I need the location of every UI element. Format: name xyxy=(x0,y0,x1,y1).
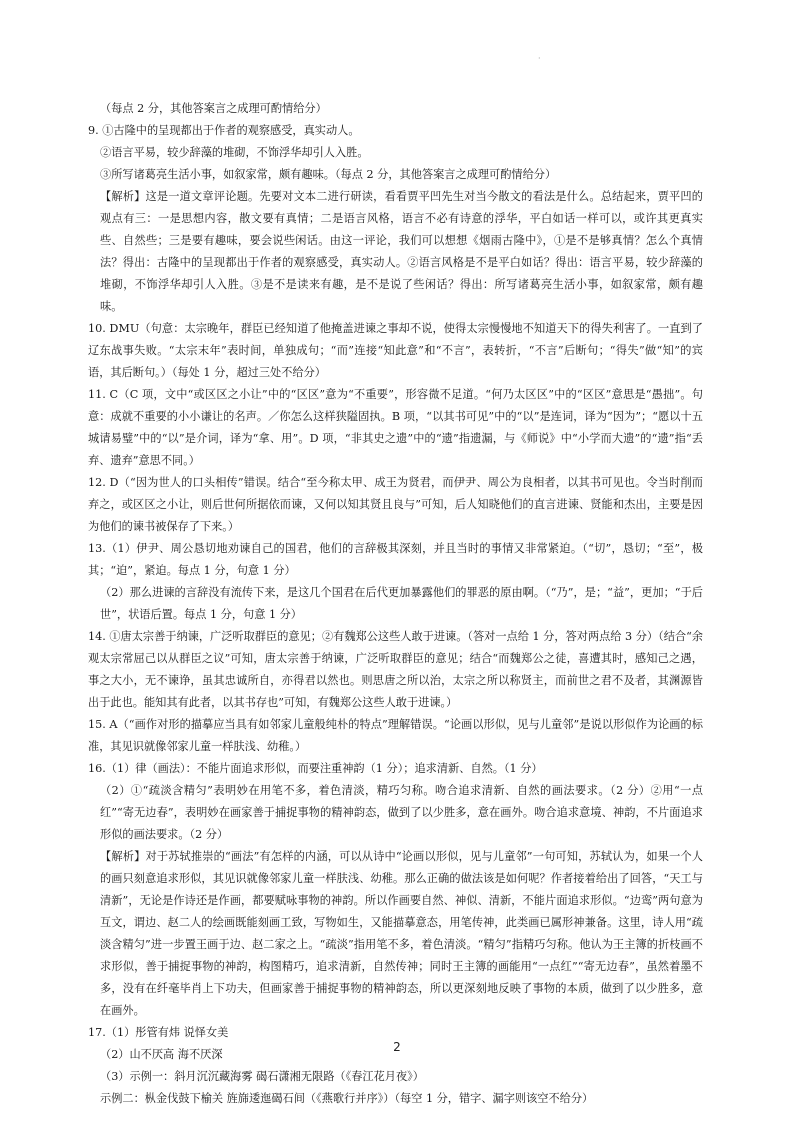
answer-paragraph: 【解析】对于苏轼推崇的“画法”有怎样的内涵，可以从诗中“论画以形似，见与儿童邻”一句可知，苏轼认为，如果一个人的画只刻意追求形似，其见识就像邻家儿童一样肤浅、幼稚。那么正确的做法该是如何呢？作者接着给出了回答，“天工与清新”，无论是作诗还是作画，都要赋咏事物的神韵。所以作画要自然、神似、清新，不能片面追求形似。“边鸾”两句意为互文，谓边、赵二人的绘画既能刻画工致，写物如生，又能描摹意态，用笔传神，此类画已属形神兼备。这里，诗人用“疏淡含精匀”进一步置王画于边、赵二家之上。“疏淡”指用笔不多，着色清淡。“精匀”指精巧匀称。他认为王主簿的折枝画不求形似，善于捕捉事物的神韵，构图精巧，追求清新，自然传神；同时王主簿的画能用“一点红”“寄无边春”，虽然着墨不多，没有在纤毫毕肖上下功夫，但画家善于捕捉事物的精神韵态，所以更深刻地反映了事物的本质，做到了以少胜多，意在画外。 xyxy=(100,850,703,1017)
answer-paragraph: 示例二：枞金伐鼓下榆关 旌旆逶迤碣石间（《燕歌行并序》）（每空 1 分，错字、漏字则该空不给分） xyxy=(100,1092,594,1105)
answer-key-body xyxy=(88,98,703,1110)
top-mark: · xyxy=(538,54,541,63)
answer-paragraph: 15. A（“画作对形的描摹应当具有如邻家儿童般纯朴的特点”理解错误。“论画以形似，见与儿童邻”是说以形似作为论画的标准，其见识就像邻家儿童一样肤浅、幼稚。） xyxy=(88,718,703,753)
answer-paragraph: 9. ①古隆中的呈现都出于作者的观察感受，真实动人。 xyxy=(88,124,360,137)
answer-paragraph: （2）①“疏淡含精匀”表明妙在用笔不多，着色清淡，精巧匀称。吻合追求清新、自然的画法要求。（2 分）②用“一点红”“寄无边春”，表明妙在画家善于捕捉事物的精神韵态，做到了以少胜多，意在画外。吻合追求意境、神韵，不片面追求形似的画法要求。（2 分） xyxy=(100,784,703,841)
answer-paragraph: 12. D（“因为世人的口头相传”错误。结合“至今称太甲、成王为贤君，而伊尹、周公为良相者，以其书可见也。令当时削而弃之，或区区之小让，则后世何所据依而谏，又何以知其贤且良与”可知，后人知晓他们的直言进谏、贤能和杰出，主要是因为他们的谏书被保存了下来。） xyxy=(88,476,703,533)
answer-paragraph: 16.（1）律（画法）：不能片面追求形似，而要注重神韵（1 分）；追求清新、自然。（1 分） xyxy=(88,762,543,775)
answer-paragraph: ③所写诸葛亮生活小事，如叙家常，颇有趣味。（每点 2 分，其他答案言之成理可酌情给分） xyxy=(100,168,557,181)
answer-paragraph: （2）那么进谏的言辞没有流传下来，是这几个国君在后代更加暴露他们的罪恶的原由啊。（“乃”，是；“益”，更加；“于后世”，状语后置。每点 1 分，句意 1 分） xyxy=(100,586,703,621)
answer-paragraph: 13.（1）伊尹、周公恳切地劝谏自己的国君，他们的言辞极其深刻，并且当时的事情又非常紧迫。（“切”，恳切；“至”，极其；“迫”，紧迫。每点 1 分，句意 1 分） xyxy=(88,542,703,577)
answer-paragraph: 【解析】这是一道文章评论题。先要对文本二进行研读，看看贾平凹先生对当今散文的看法是什么。总结起来，贾平凹的观点有三：一是思想内容，散文要有真情；二是语言风格，语言不必有诗意的浮华，平白如话一样可以，或许其更真实些、自然些；三是要有趣味，要会说些闲话。由这一评论，我们可以想想《烟雨古隆中》，①是不是够真情？怎么个真情法？得出：古隆中的呈现都出于作者的观察感受，真实动人。②语言风格是不是平白如话？得出：语言平易，较少辞藻的堆砌，不饰浮华却引人入胜。③是不是读来有趣，是不是说了些闲话？得出：所写诸葛亮生活小事，如叙家常，颇有趣味。 xyxy=(100,190,703,313)
answer-paragraph: 17.（1）彤管有炜 说怿女美 xyxy=(88,1026,229,1039)
answer-paragraph: 10. DMU（句意：太宗晚年，群臣已经知道了他掩盖进谏之事却不说，使得太宗慢慢地不知道天下的得失利害了。一直到了辽东战事失败。“太宗末年”表时间，单独成句；“而”连接“知此意”和“不言”，表转折，“不言”后断句；“得失”做“知”的宾语，其后断句。）（每处 1 分，超过三处不给分） xyxy=(88,322,703,379)
answer-paragraph: （每点 2 分，其他答案言之成理可酌情给分） xyxy=(100,102,327,115)
answer-paragraph: ②语言平易，较少辞藻的堆砌，不饰浮华却引人入胜。 xyxy=(100,146,369,159)
answer-paragraph: 11. C（C 项，文中“或区区之小让”中的“区区”意为“不重要”，形容微不足道。“何乃太区区”中的“区区”意思是“愚拙”。句意：成就不重要的小小谦让的名声。／你怎么这样狭隘固执。B 项，“以其书可见”中的“以”是连词，译为“因为”；“愿以十五城请易璧”中的“以”是介词，译为“拿、用”。D 项，“非其史之遗”中的“遗”指遗漏，与《师说》中“小学而大遗”的“遗”指“丢弃、遗弃”意思不同。） xyxy=(88,388,703,467)
page-number: 2 xyxy=(393,1040,401,1054)
answer-paragraph: （2）山不厌高 海不厌深 xyxy=(100,1048,223,1061)
answer-paragraph: 14. ①唐太宗善于纳谏，广泛听取群臣的意见；②有魏郑公这些人敢于进谏。（答对一点给 1 分，答对两点给 3 分）（结合“余观太宗常屈己以从群臣之议”可知，唐太宗善于纳谏，广泛听取群臣的意见；结合“而魏郑公之徒，喜遭其时，感知己之遇，事之大小，无不谏诤，虽其忠诚所自，亦得君以然也。则思唐之所以治，太宗之所以称贤主，而前世之君不及者，其渊源皆出于此也。能知其有此者，以其书存也”可知，有魏郑公这些人敢于进谏。） xyxy=(88,630,703,709)
answer-paragraph: （3）示例一：斜月沉沉藏海雾 碣石潇湘无限路（《春江花月夜》） xyxy=(100,1070,424,1083)
